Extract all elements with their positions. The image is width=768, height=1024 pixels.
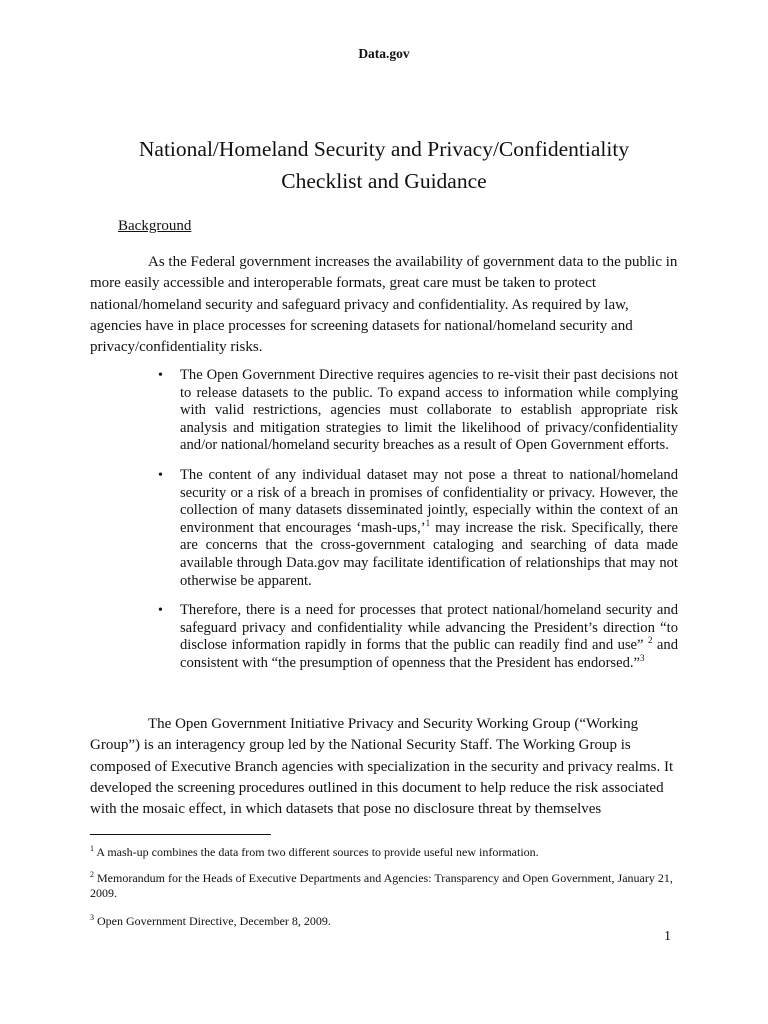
page-number: 1 [664, 929, 671, 944]
footnote-ref-3[interactable]: 3 [640, 653, 645, 664]
footnote-ref-1[interactable]: 1 [425, 517, 431, 528]
footnote-number: 3 [90, 913, 94, 922]
footnote-1 [90, 845, 678, 860]
footnote-2 [90, 871, 678, 901]
bullet-list [118, 367, 678, 685]
footnote-text: Memorandum for the Heads of Executive Departments and Agencies: Transparency and Open Government, January 21, 2009. [90, 871, 673, 900]
bullet-icon: • [158, 368, 163, 383]
footnote-3 [90, 914, 678, 929]
footnote-divider [90, 834, 271, 835]
bullet-item [118, 602, 678, 672]
bullet-text-3b: and consistent with “the presumption of openness that the President has endorsed.” [180, 637, 678, 671]
working-group-paragraph-text: The Open Government Initiative Privacy and Security Working Group (“Working Group”) is an interagency group led by the National Security Staff. The Working Group is composed of Executive Branch agencies with specialization in the security and privacy realms. It developed the screening procedures outlined in this document to help reduce the risk associated with the mosaic effect, in which datasets that pose no disclosure threat by themselves [90, 716, 674, 818]
background-paragraph-text: As the Federal government increases the availability of government data to the public in more easily accessible and interoperable formats, great care must be taken to protect national/homeland security and safeguard privacy and confidentiality. As required by law, agencies have in place processes for screening datasets for national/homeland security and privacy/confidentiality risks. [90, 254, 678, 356]
footnote-ref-2[interactable]: 2 [647, 635, 653, 646]
title-line-1: National/Homeland Security and Privacy/Confidentiality [138, 137, 630, 161]
footnote-number: 2 [90, 870, 94, 879]
bullet-item [118, 367, 678, 455]
bullet-icon: • [158, 603, 163, 619]
bullet-text-2a: The content of any individual dataset may not pose a threat to national/homeland security or a risk of a breach in promises of confidentiality or privacy. However, the collection of many datasets disseminated jointly, especially within the context of an environment that encourages ‘mash-ups,’ [180, 466, 678, 536]
footnote-number: 1 [90, 844, 94, 853]
document-title [60, 133, 708, 197]
bullet-item [118, 467, 678, 590]
bullet-text-3a: Therefore, there is a need for processes that protect national/homeland security and safeguard privacy and confidentiality while advancing the President’s direction “to disclose information rapidly in forms that the public can readily find and use” [180, 602, 678, 654]
bullet-text-1: The Open Government Directive requires agencies to re-visit their past decisions not to release datasets to the public. To expand access to information while complying with valid restrictions, agencies must collaborate to establish appropriate risk analysis and mitigation strategies to limit the likelihood of privacy/confidentiality and/or national/homeland security breaches as a result of Open Government efforts. [180, 367, 678, 454]
footnote-text: Open Government Directive, December 8, 2009. [97, 914, 331, 928]
title-line-2: Checklist and Guidance [281, 169, 487, 193]
bullet-text-2b: may increase the risk. Specifically, there are concerns that the cross-government cataloging and searching of data made available through Data.gov may facilitate identification of relationships that may not otherwise be apparent. [180, 519, 679, 589]
running-header: Data.gov [358, 46, 410, 61]
footnote-text: A mash-up combines the data from two different sources to provide useful new information. [96, 845, 539, 859]
background-heading: Background [118, 218, 192, 234]
working-group-paragraph [90, 714, 678, 820]
bullet-icon: • [158, 467, 163, 483]
background-paragraph [90, 252, 678, 358]
